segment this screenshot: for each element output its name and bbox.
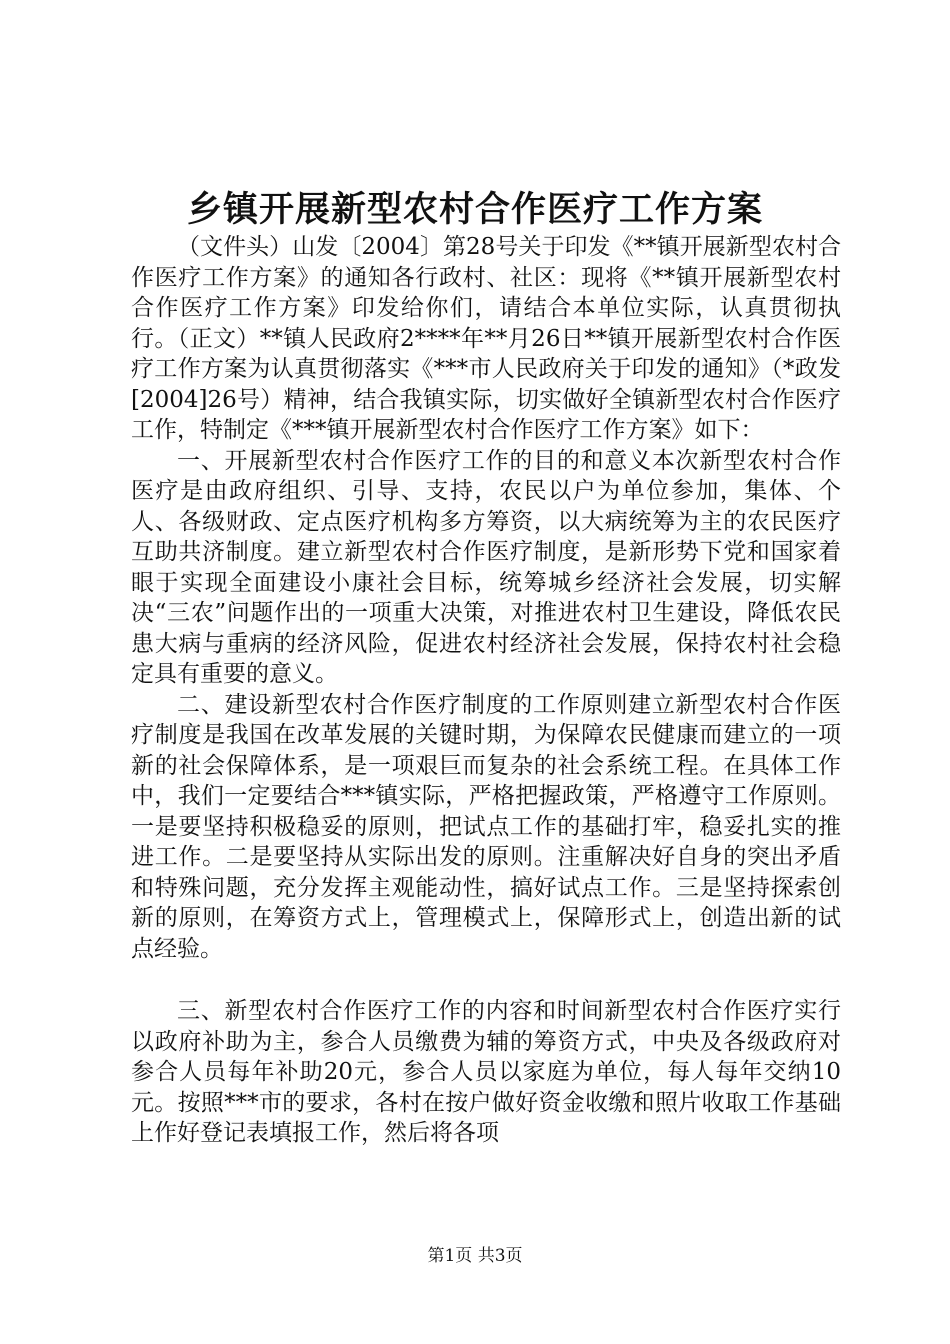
- document-body: [131, 232, 841, 1149]
- paragraph-section-2: 二、建设新型农村合作医疗制度的工作原则建立新型农村合作医疗制度是我国在改革发展的关键时期，为保障农民健康而建立的一项新的社会保障体系，是一项艰巨而复杂的社会系统工程。在具体工作中，我们一定要结合***镇实际，严格把握政策，严格遵守工作原则。一是要坚持积极稳妥的原则，把试点工作的基础打牢，稳妥扎实的推进工作。二是要坚持从实际出发的原则。注重解决好自身的突出矛盾和特殊问题，充分发挥主观能动性，搞好试点工作。三是坚持探索创新的原则，在筹资方式上，管理模式上，保障形式上，创造出新的试点经验。: [131, 691, 841, 962]
- paragraph-section-3: 三、新型农村合作医疗工作的内容和时间新型农村合作医疗实行以政府补助为主，参合人员缴费为辅的筹资方式，中央及各级政府对参合人员每年补助20元，参合人员以家庭为单位，每人每年交纳10元。按照***市的要求，各村在按户做好资金收缴和照片收取工作基础上作好登记表填报工作，然后将各项: [131, 998, 841, 1146]
- paragraph-intro: （文件头）山发〔2004〕第28号关于印发《**镇开展新型农村合作医疗工作方案》的通知各行政村、社区：现将《**镇开展新型农村合作医疗工作方案》印发给你们，请结合本单位实际，认真贯彻执行。（正文）**镇人民政府2****年**月26日**镇开展新型农村合作医疗工作方案为认真贯彻落实《***市人民政府关于印发的通知》（*政发[2004]26号）精神，结合我镇实际，切实做好全镇新型农村合作医疗工作，特制定《***镇开展新型农村合作医疗工作方案》如下：: [131, 234, 841, 443]
- document-title: 乡镇开展新型农村合作医疗工作方案: [186, 189, 763, 230]
- paragraph-section-1: 一、开展新型农村合作医疗工作的目的和意义本次新型农村合作医疗是由政府组织、引导、支持，农民以户为单位参加，集体、个人、各级财政、定点医疗机构多方筹资，以大病统筹为主的农民医疗互助共济制度。建立新型农村合作医疗制度，是新形势下党和国家着眼于实现全面建设小康社会目标，统筹城乡经济社会发展，切实解决“三农”问题作出的一项重大决策，对推进农村卫生建设，降低农民患大病与重病的经济风险，促进农村经济社会发展，保持农村社会稳定具有重要的意义。: [131, 447, 841, 687]
- page-number-footer: 第1页 共3页: [427, 1246, 523, 1266]
